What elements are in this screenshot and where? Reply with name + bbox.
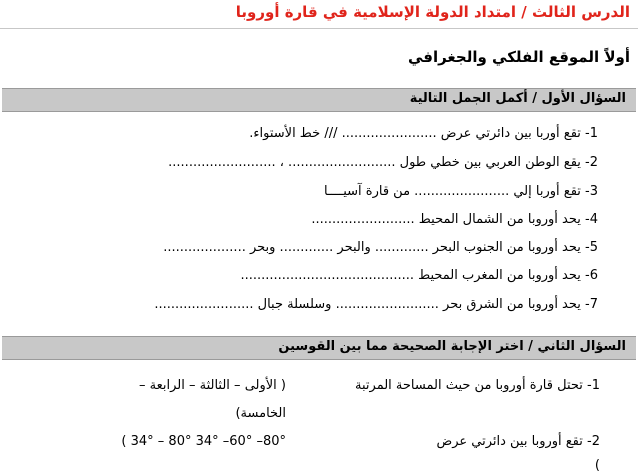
question2-header: السؤال الثاني / اختر الإجابة الصحيحة مما بين القوسين [278, 339, 626, 354]
question1-header-bar [2, 88, 636, 112]
question2-item-text: 1- تحتل قارة أوروبا من حيث المساحة المرتبة [355, 378, 600, 393]
question1-item: 5- يحد أوروبا من الجنوب البحر ............. والبحر ............. وبحر .................... [163, 240, 598, 255]
question2-item-options-cont: ) [594, 458, 600, 473]
lesson-title: الدرس الثالث / امتداد الدولة الإسلامية في قارة أوروبا [235, 3, 630, 21]
question1-header: السؤال الأول / أكمل الجمل التالية [409, 91, 626, 106]
question1-item: 2- يقع الوطن العربي بين خطي طول .......................... ، .......................... [168, 155, 598, 170]
question2-item-text: 2- تقع أوروبا بين دائرتي عرض [436, 434, 600, 449]
question2-item-options: ( 34° – 80° 34° –60° –80° [121, 434, 286, 449]
question1-item: 6- يحد أوروبا من المغرب المحيط .......................................... [240, 268, 598, 283]
question1-item: 3- تقع أوربا إلي ....................... من قارة آسيــــا [324, 184, 598, 199]
question2-item-options: ( الأولى – الثالثة – الرابعة – [139, 378, 286, 393]
question2-item-options-cont: الخامسة) [235, 406, 286, 421]
question2-header-bar [2, 336, 636, 360]
question1-item: 7- يحد أوروبا من الشرق بحر ......................... وسلسلة جبال ........................ [154, 297, 598, 312]
section-title: أولاً الموقع الفلكي والجغرافي [407, 48, 630, 66]
question1-item: 1- تقع أوربا بين دائرتي عرض ....................... /// خط الأستواء. [249, 126, 598, 141]
question1-item: 4- يحد أوروبا من الشمال المحيط ......................... [311, 212, 598, 227]
title-divider [0, 28, 638, 29]
